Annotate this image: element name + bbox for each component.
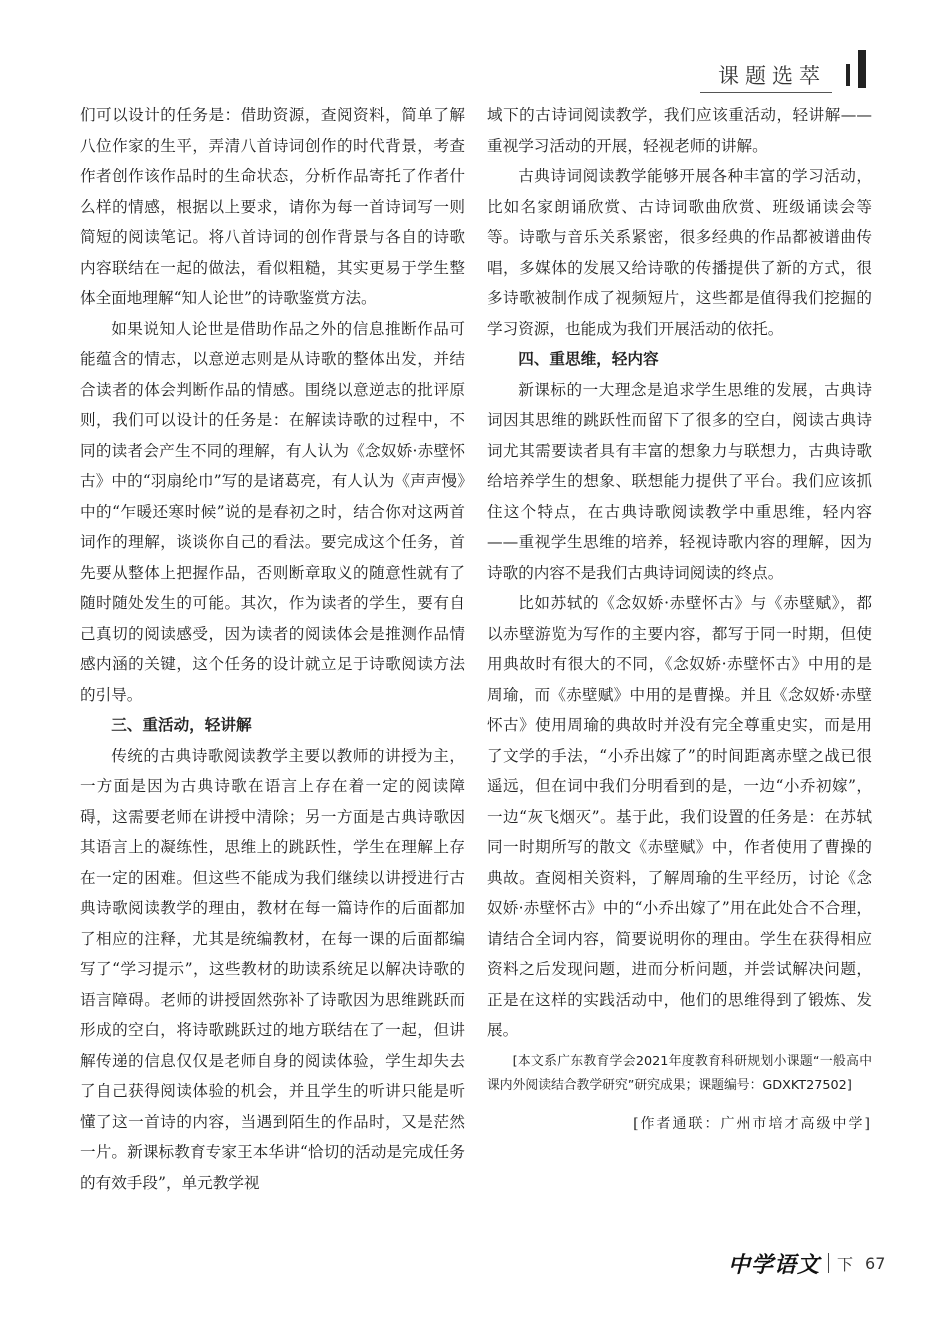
paragraph: 传统的古典诗歌阅读教学主要以教师的讲授为主，一方面是因为古典诗歌在语言上存在着一定的阅读障碍，这需要老师在讲授中清除；另一方面是古典诗歌因其语言上的凝练性，思维上的跳跃性，学生在理解上存在一定的困难。但这些不能成为我们继续以讲授进行古典诗歌阅读教学的理由，教材在每一篇诗作的后面都加了相应的注释，尤其是统编教材，在每一课的后面都编写了“学习提示”，这些教材的助读系统足以解决诗歌的语言障碍。老师的讲授固然弥补了诗歌因为思维跳跃而形成的空白，将诗歌跳跃过的地方联结在了一起，但讲解传递的信息仅仅是老师自身的阅读体验，学生却失去了自己获得阅读体验的机会，并且学生的听讲只能是听懂了这一首诗的内容，当遇到陌生的作品时，又是茫然一片。新课标教育专家王本华讲“恰切的活动是完成任务的有效手段”，单元教学视 [80, 746, 465, 1192]
paragraph: 古典诗词阅读教学能够开展各种丰富的学习活动，比如名家朗诵欣赏、古诗词歌曲欣赏、班级诵读会等等。诗歌与音乐关系紧密，很多经典的作品都被谱曲传唱，多媒体的发展又给诗歌的传播提供了新的方式，很多诗歌被制作成了视频短片，这些都是值得我们挖掘的学习资源，也能成为我们开展活动的依托。 [487, 167, 872, 338]
paragraph: 新课标的一大理念是追求学生思维的发展，古典诗词因其思维的跳跃性而留下了很多的空白，阅读古典诗词尤其需要读者具有丰富的想象力与联想力，古典诗歌给培养学生的想象、联想能力提供了平台。我们应该抓住这个特点，在古典诗歌阅读教学中重思维，轻内容——重视学生思维的培养，轻视诗歌内容的理解，因为诗歌的内容不是我们古典诗词阅读的终点。 [487, 380, 872, 582]
left-column [80, 100, 465, 1198]
paragraph: 域下的古诗词阅读教学，我们应该重活动，轻讲解——重视学习活动的开展，轻视老师的讲解。 [487, 106, 872, 155]
page-footer [728, 1250, 885, 1276]
paragraph: 们可以设计的任务是：借助资源，查阅资料，简单了解八位作家的生平，弄清八首诗词创作的时代背景，考查作者创作该作品时的生命状态，分析作品寄托了作者什么样的情感，根据以上要求，请你为每一首诗词写一则简短的阅读笔记。将八首诗词的创作背景与各自的诗歌内容联结在一起的做法，看似粗糙，其实更易于学生整体全面地理解“知人论世”的诗歌鉴赏方法。 [80, 106, 465, 307]
header-rule [700, 92, 832, 93]
volume-label: 下 [837, 1254, 854, 1274]
header-bar-thin [846, 64, 850, 86]
section-heading: 四、重思维，轻内容 [518, 350, 659, 368]
header-bar-thick [858, 50, 866, 88]
section-heading: 三、重活动，轻讲解 [111, 716, 252, 734]
paragraph: 比如苏轼的《念奴娇·赤壁怀古》与《赤壁赋》，都以赤壁游览为写作的主要内容，都写于同一时期，但使用典故时有很大的不同，《念奴娇·赤壁怀古》中用的是周瑜，而《赤壁赋》中用的是曹操。并且《念奴娇·赤壁怀古》使用周瑜的典故时并没有完全尊重史实，而是用了文学的手法，“小乔出嫁了”的时间距离赤壁之战已很遥远，但在词中我们分明看到的是，一边“小乔初嫁”，一边“灰飞烟灭”。基于此，我们设置的任务是：在苏轼同一时期所写的散文《赤壁赋》中，作者使用了曹操的典故。查阅相关资料，了解周瑜的生平经历，讨论《念奴娇·赤壁怀古》中的“小乔出嫁了”用在此处合不合理，请结合全词内容，简要说明你的理由。学生在获得相应资料之后发现问题，进而分析问题，并尝试解决问题，正是在这样的实践活动中，他们的思维得到了锻炼、发展。 [487, 594, 872, 1039]
funding-note: [本文系广东教育学会2021年度教育科研规划小课题“一般高中课内外阅读结合教学研究”研究成果；课题编号：GDXKT27502] [487, 1053, 872, 1093]
footer-divider [828, 1253, 829, 1273]
journal-logo: 中学语文 [728, 1251, 821, 1278]
author-contact: [作者通联：广州市培才高级中学] [633, 1115, 872, 1132]
page-number: 67 [865, 1253, 886, 1273]
paragraph: 如果说知人论世是借助作品之外的信息推断作品可能蕴含的情志，以意逆志则是从诗歌的整体出发，并结合读者的体会判断作品的情感。围绕以意逆志的批评原则，我们可以设计的任务是：在解读诗歌的过程中，不同的读者会产生不同的理解，有人认为《念奴娇·赤壁怀古》中的“羽扇纶巾”写的是诸葛亮，有人认为《声声慢》中的“乍暖还寒时候”说的是春初之时，结合你对这两首词作的理解，谈谈你自己的看法。要完成这个任务，首先要从整体上把握作品，否则断章取义的随意性就有了随时随处发生的可能。其次，作为读者的学生，要有自己真切的阅读感受，因为读者的阅读体会是推测作品情感内涵的关键，这个任务的设计就立足于诗歌阅读方法的引导。 [80, 319, 465, 704]
right-column [487, 100, 872, 1139]
section-title: 课题选萃 [718, 64, 826, 88]
